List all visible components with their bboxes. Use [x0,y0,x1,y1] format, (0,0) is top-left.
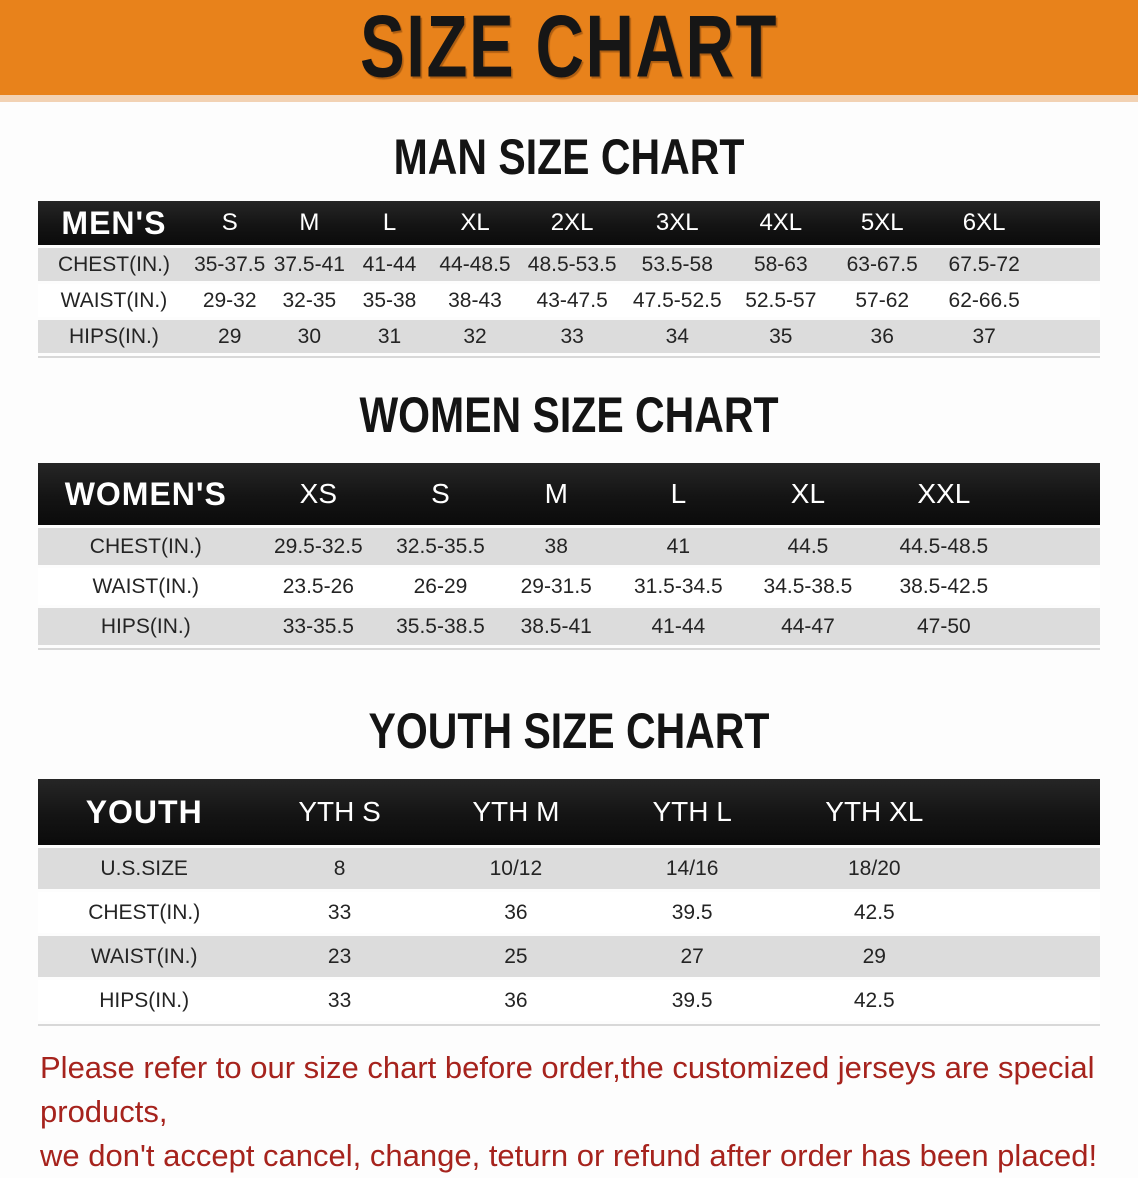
row-label: U.S.SIZE [38,848,250,889]
row-spacer [967,848,1100,889]
size-cell: 38 [498,528,615,565]
size-cell: 29 [781,936,967,977]
men-col-header-xl: XL [430,201,520,245]
size-cell: 62-66.5 [933,284,1035,317]
size-cell: 34 [624,320,730,353]
women-chart-title: WOMEN SIZE CHART [359,387,779,443]
banner [0,0,1138,102]
band-spacer [1035,201,1100,245]
men-size-table [38,198,1100,356]
size-cell: 47.5-52.5 [624,284,730,317]
size-cell: 33 [250,980,428,1021]
size-cell: 30 [270,320,350,353]
size-cell: 42.5 [781,980,967,1021]
size-cell: 33 [520,320,624,353]
row-label: CHEST(IN.) [38,248,190,281]
size-cell: 14/16 [603,848,781,889]
size-cell: 38.5-42.5 [874,568,1014,605]
size-cell: 47-50 [874,608,1014,645]
men-col-header-4xl: 4XL [730,201,831,245]
women-col-header-s: S [383,463,498,525]
men-col-header-l: L [349,201,430,245]
row-spacer [967,892,1100,933]
size-cell: 35-37.5 [190,248,270,281]
men-chart-title: MAN SIZE CHART [393,129,745,185]
women-table-wrap [38,460,1100,650]
size-cell: 41-44 [615,608,742,645]
youth-waist-row [38,936,1100,977]
size-cell: 39.5 [603,980,781,1021]
youth-table-wrap [38,776,1100,1026]
youth-hips-row [38,980,1100,1021]
row-label: WAIST(IN.) [38,284,190,317]
size-cell: 48.5-53.5 [520,248,624,281]
page-title: SIZE CHART [359,0,779,96]
size-cell: 33 [250,892,428,933]
youth-col-header-yth-m: YTH M [429,779,603,845]
size-cell: 26-29 [383,568,498,605]
row-spacer [1014,608,1100,645]
size-cell: 37.5-41 [270,248,350,281]
size-cell: 35.5-38.5 [383,608,498,645]
men-col-header-6xl: 6XL [933,201,1035,245]
women-col-header-m: M [498,463,615,525]
youth-col-header-yth-s: YTH S [250,779,428,845]
size-cell: 29 [190,320,270,353]
men-col-header-m: M [270,201,350,245]
row-spacer [967,980,1100,1021]
youth-col-header-yth-xl: YTH XL [781,779,967,845]
size-cell: 63-67.5 [831,248,933,281]
size-cell: 41 [615,528,742,565]
size-cell: 33-35.5 [254,608,384,645]
men-header-row [38,201,1100,245]
size-cell: 44.5 [742,528,874,565]
women-col-header-xs: XS [254,463,384,525]
men-waist-row [38,284,1100,317]
size-cell: 25 [429,936,603,977]
size-cell: 34.5-38.5 [742,568,874,605]
footer-note-line1: Please refer to our size chart before order,the customized jerseys are special products, [40,1050,1095,1129]
row-label: HIPS(IN.) [38,980,250,1021]
size-cell: 44-48.5 [430,248,520,281]
size-cell: 31 [349,320,430,353]
men-col-header-2xl: 2XL [520,201,624,245]
row-label: WAIST(IN.) [38,568,254,605]
size-cell: 37 [933,320,1035,353]
women-table-label: WOMEN'S [38,463,254,525]
size-cell: 29.5-32.5 [254,528,384,565]
youth-ussize-row [38,848,1100,889]
row-label: CHEST(IN.) [38,892,250,933]
size-cell: 18/20 [781,848,967,889]
youth-chest-row [38,892,1100,933]
row-spacer [1014,568,1100,605]
size-cell: 36 [429,980,603,1021]
footer-note [40,1046,1098,1178]
women-col-header-xxl: XXL [874,463,1014,525]
men-table-wrap [38,198,1100,358]
size-cell: 36 [831,320,933,353]
size-cell: 8 [250,848,428,889]
men-table-label: MEN'S [38,201,190,245]
men-hips-row [38,320,1100,353]
youth-size-table [38,776,1100,1024]
size-cell: 57-62 [831,284,933,317]
women-hips-row [38,608,1100,645]
size-cell: 23 [250,936,428,977]
women-section [0,388,1138,650]
youth-table-label: YOUTH [38,779,250,845]
size-cell: 36 [429,892,603,933]
band-spacer [1014,463,1100,525]
men-section [0,130,1138,358]
size-cell: 52.5-57 [730,284,831,317]
row-spacer [967,936,1100,977]
size-cell: 67.5-72 [933,248,1035,281]
row-label: HIPS(IN.) [38,608,254,645]
size-cell: 27 [603,936,781,977]
row-label: WAIST(IN.) [38,936,250,977]
size-cell: 10/12 [429,848,603,889]
women-waist-row [38,568,1100,605]
size-cell: 32.5-35.5 [383,528,498,565]
row-spacer [1035,248,1100,281]
women-chest-row [38,528,1100,565]
size-cell: 29-32 [190,284,270,317]
row-spacer [1035,284,1100,317]
size-cell: 23.5-26 [254,568,384,605]
size-cell: 35-38 [349,284,430,317]
size-cell: 39.5 [603,892,781,933]
youth-col-header-yth-l: YTH L [603,779,781,845]
size-cell: 32-35 [270,284,350,317]
size-cell: 35 [730,320,831,353]
youth-chart-title: YOUTH SIZE CHART [368,703,770,759]
size-cell: 43-47.5 [520,284,624,317]
size-cell: 53.5-58 [624,248,730,281]
band-spacer [967,779,1100,845]
size-cell: 41-44 [349,248,430,281]
women-col-header-l: L [615,463,742,525]
women-size-table [38,460,1100,648]
men-col-header-3xl: 3XL [624,201,730,245]
row-label: HIPS(IN.) [38,320,190,353]
size-cell: 58-63 [730,248,831,281]
size-cell: 44.5-48.5 [874,528,1014,565]
size-cell: 29-31.5 [498,568,615,605]
size-cell: 42.5 [781,892,967,933]
row-spacer [1014,528,1100,565]
row-label: CHEST(IN.) [38,528,254,565]
size-cell: 44-47 [742,608,874,645]
women-header-row [38,463,1100,525]
youth-header-row [38,779,1100,845]
men-col-header-s: S [190,201,270,245]
size-cell: 32 [430,320,520,353]
row-spacer [1035,320,1100,353]
women-col-header-xl: XL [742,463,874,525]
youth-section [0,704,1138,1026]
size-cell: 31.5-34.5 [615,568,742,605]
footer-note-line2: we don't accept cancel, change, teturn or refund after order has been placed! [40,1138,1098,1173]
size-cell: 38.5-41 [498,608,615,645]
size-cell: 38-43 [430,284,520,317]
men-chest-row [38,248,1100,281]
men-col-header-5xl: 5XL [831,201,933,245]
